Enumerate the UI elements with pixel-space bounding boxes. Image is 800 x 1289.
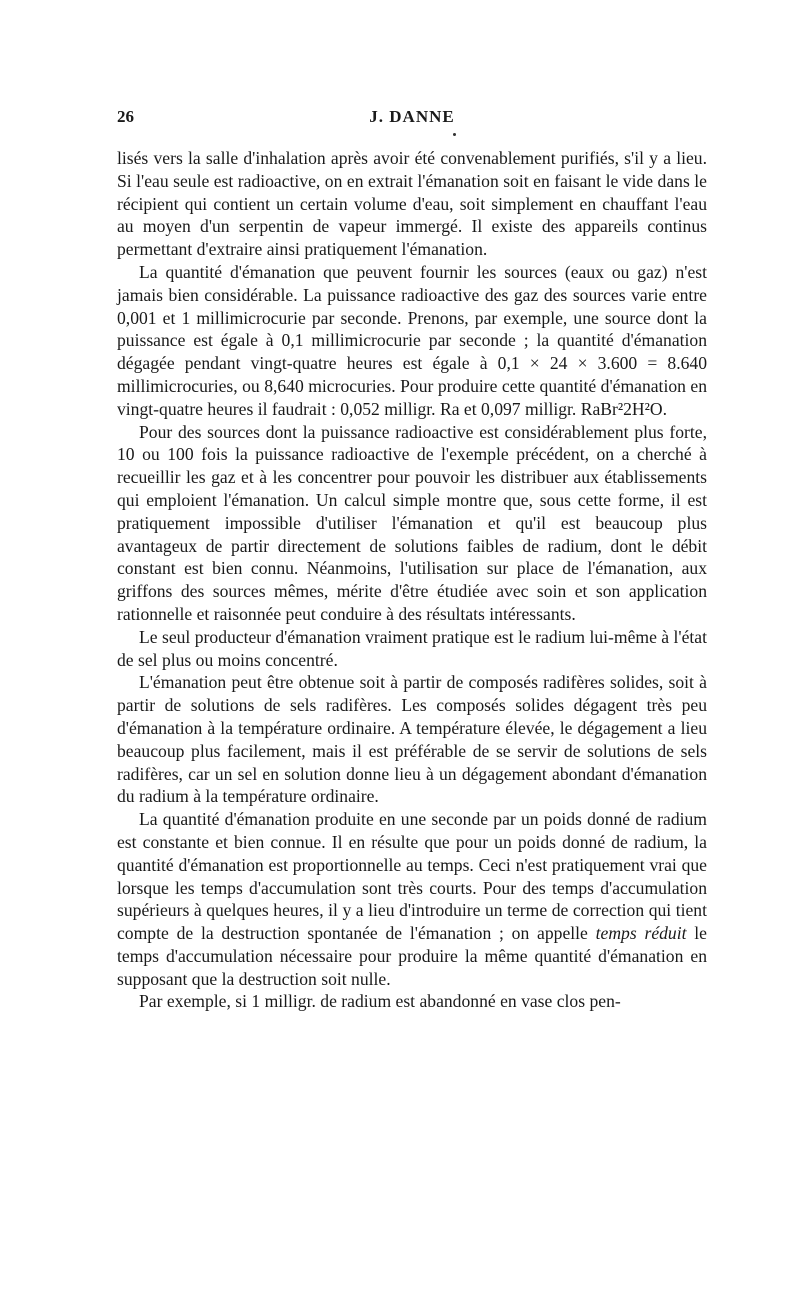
page-header (117, 107, 707, 137)
paragraph-7: Par exemple, si 1 milligr. de radium est abandonné en vase clos pen- (139, 991, 621, 1012)
body-text (117, 147, 707, 1013)
paragraph-3: Pour des sources dont la puissance radioactive est considérablement plus forte, 10 ou 100 fois la puissance radioactive de l'exemple précédent, on a cherché à recueillir les gaz et à les concentrer pour pouvoir les distribuer aux établissements qui emploient l'émanation. Un calcul simple montre que, sous cette forme, il est pratiquement impossible d'utiliser l'émanation et qu'il est beaucoup plus avantageux de partir directement de solutions faibles de radium, dont le débit constant est bien connu. Néanmoins, l'utilisation sur place de l'émanation, aux griffons des sources mêmes, mérite d'être étudiée avec soin et son application rationnelle et raisonnée peut conduire à des résultats intéressants. (117, 421, 707, 624)
paragraph-6 (117, 808, 707, 990)
paragraph-1: lisés vers la salle d'inhalation après avoir été convenablement purifiés, s'il y a lieu. Si l'eau seule est radioactive, on en extrait l'émanation soit en faisant le vide dans le récipient qui contient un certain volume d'eau, soit simplement en chauffant l'eau au moyen d'un serpentin de vapeur immergé. Il existe des appareils continus permettant d'extraire ainsi pratiquement l'émanation. (117, 148, 707, 260)
header-ornament-dot (453, 133, 456, 136)
running-head: J. DANNE (369, 107, 455, 126)
paragraph-2: La quantité d'émanation que peuvent fournir les sources (eaux ou gaz) n'est jamais bien considérable. La puissance radioactive des gaz des sources varie entre 0,001 et 1 millimicrocurie par seconde. Prenons, par exemple, une source dont la puissance est égale à 0,1 millimicrocurie par seconde ; la quantité d'émanation dégagée pendant vingt-quatre heures est égale à 0,1 × 24 × 3.600 = 8.640 millimicrocuries, ou 8,640 microcuries. Pour produire cette quantité d'émanation en vingt-quatre heures il faudrait : 0,052 milligr. Ra et 0,097 milligr. RaBr²2H²O. (117, 261, 707, 419)
page-number: 26 (117, 107, 134, 126)
document-page (117, 107, 707, 1013)
paragraph-6-part-2: le temps d'accumulation nécessaire pour produire la même quantité d'émanation en supposant que la destruction soit nulle. (117, 923, 707, 989)
term-temps-reduit: temps réduit (595, 923, 687, 944)
paragraph-5: L'émanation peut être obtenue soit à partir de composés radifères solides, soit à partir de solutions de sels radifères. Les composés solides dégagent très peu d'émanation à la température ordinaire. A température élevée, le dégagement a lieu beaucoup plus facilement, mais il est préférable de se servir de solutions de sels radifères, car un sel en solution donne lieu à un dégagement abondant d'émanation du radium à la température ordinaire. (117, 672, 707, 807)
paragraph-4: Le seul producteur d'émanation vraiment pratique est le radium lui-même à l'état de sel plus ou moins concentré. (117, 626, 707, 670)
paragraph-6-part-1: La quantité d'émanation produite en une seconde par un poids donné de radium est constante et bien connue. Il en résulte que pour un poids donné de radium, la quantité d'émanation est proportionnelle au temps. Ceci n'est pratiquement vrai que lorsque les temps d'accumulation sont très courts. Pour des temps d'accumulation supérieurs à quelques heures, il y a lieu d'introduire un terme de correction qui tient compte de la destruction spontanée de l'émanation ; on appelle (117, 809, 707, 944)
